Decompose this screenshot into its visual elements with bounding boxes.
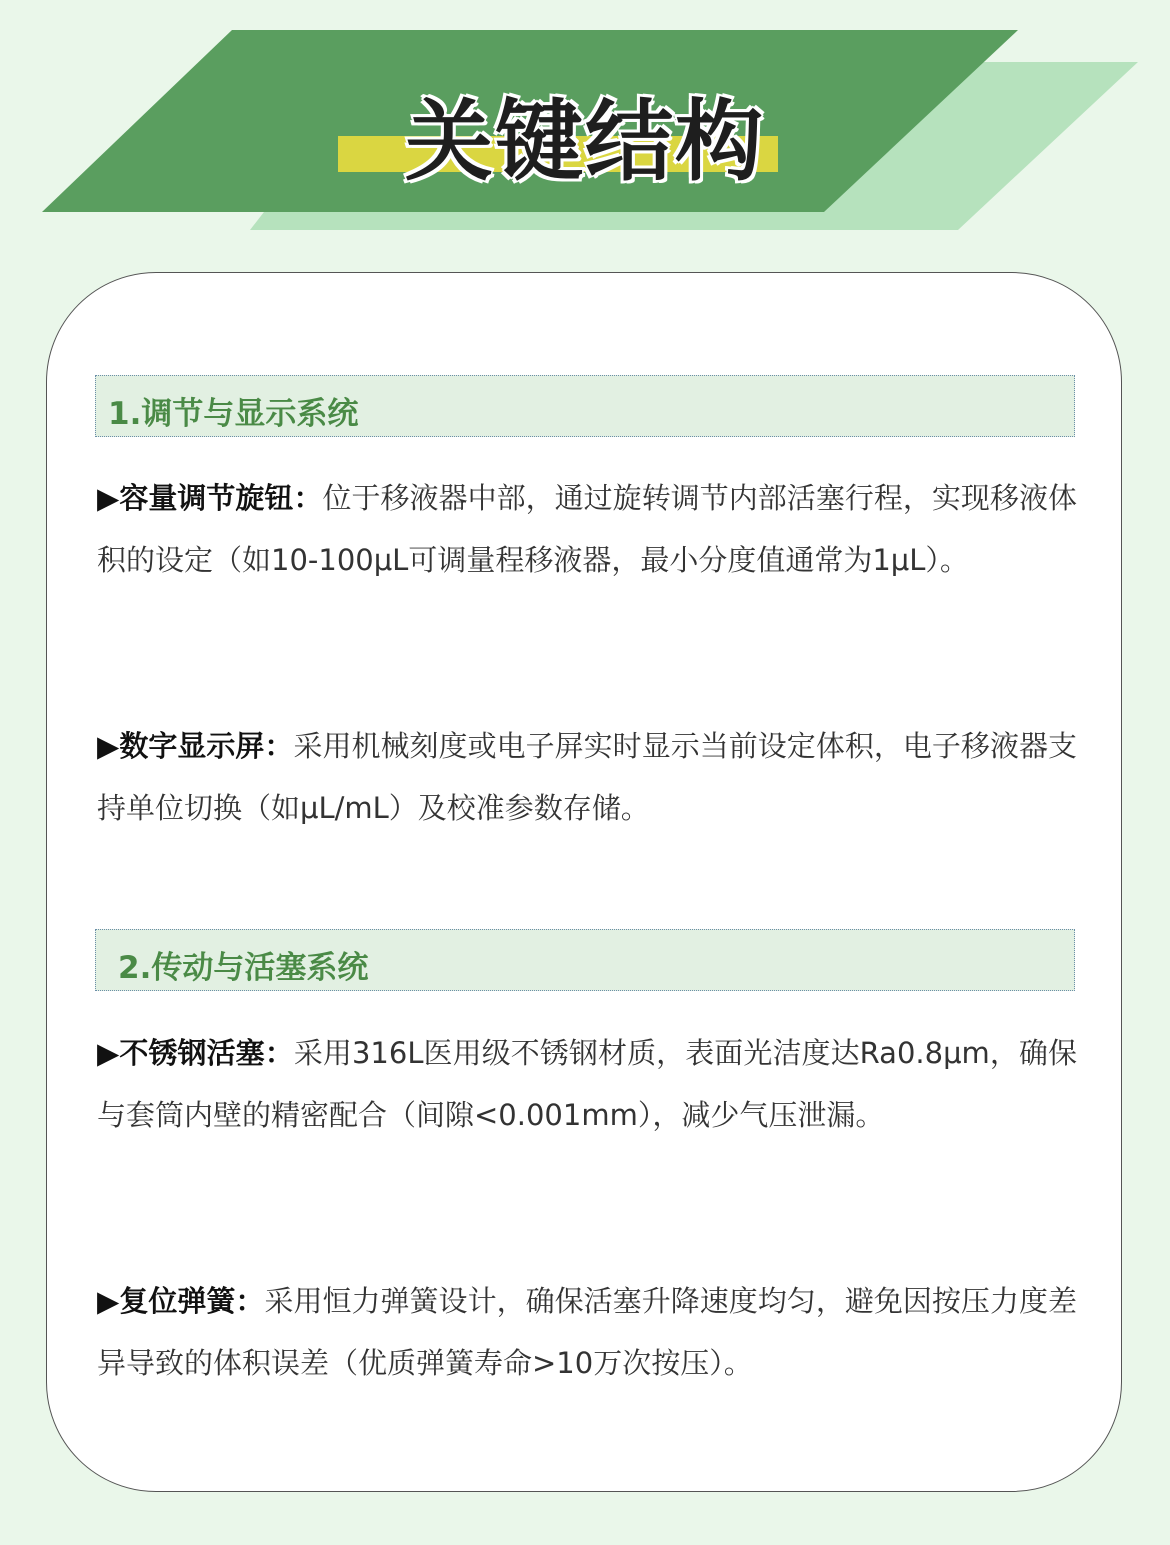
item-text: 位于移液器中部，通过旋转调节内部活塞行程，实现移液体积的设定（如10-100μL可调量程移液器，最小分度值通常为1μL）。 xyxy=(97,481,1077,577)
section-header-1 xyxy=(95,375,1075,437)
item-text: 采用机械刻度或电子屏实时显示当前设定体积，电子移液器支持单位切换（如μL/mL）及校准参数存储。 xyxy=(97,729,1077,825)
item-lead: ▶不锈钢活塞： xyxy=(97,1036,294,1070)
item-lead: ▶复位弹簧： xyxy=(97,1284,265,1318)
item-text: 采用恒力弹簧设计，确保活塞升降速度均匀，避免因按压力度差异导致的体积误差（优质弹簧寿命>10万次按压）。 xyxy=(97,1284,1077,1380)
item-lead: ▶容量调节旋钮： xyxy=(97,481,323,515)
title-banner xyxy=(0,0,1170,260)
item-text: 采用316L医用级不锈钢材质，表面光洁度达Ra0.8μm，确保与套筒内壁的精密配合（间隙<0.001mm），减少气压泄漏。 xyxy=(97,1036,1077,1132)
item-lead: ▶数字显示屏： xyxy=(97,729,294,763)
paragraph-display xyxy=(97,715,1077,839)
paragraph-volume-knob xyxy=(97,467,1077,591)
section-header-2 xyxy=(95,929,1075,991)
section-heading: 1.调节与显示系统 xyxy=(108,396,359,432)
page-title: 关键结构 xyxy=(404,90,765,193)
paragraph-piston xyxy=(97,1022,1077,1146)
paragraph-spring xyxy=(97,1270,1077,1394)
section-heading: 2.传动与活塞系统 xyxy=(118,950,369,986)
content-card xyxy=(46,272,1122,1492)
